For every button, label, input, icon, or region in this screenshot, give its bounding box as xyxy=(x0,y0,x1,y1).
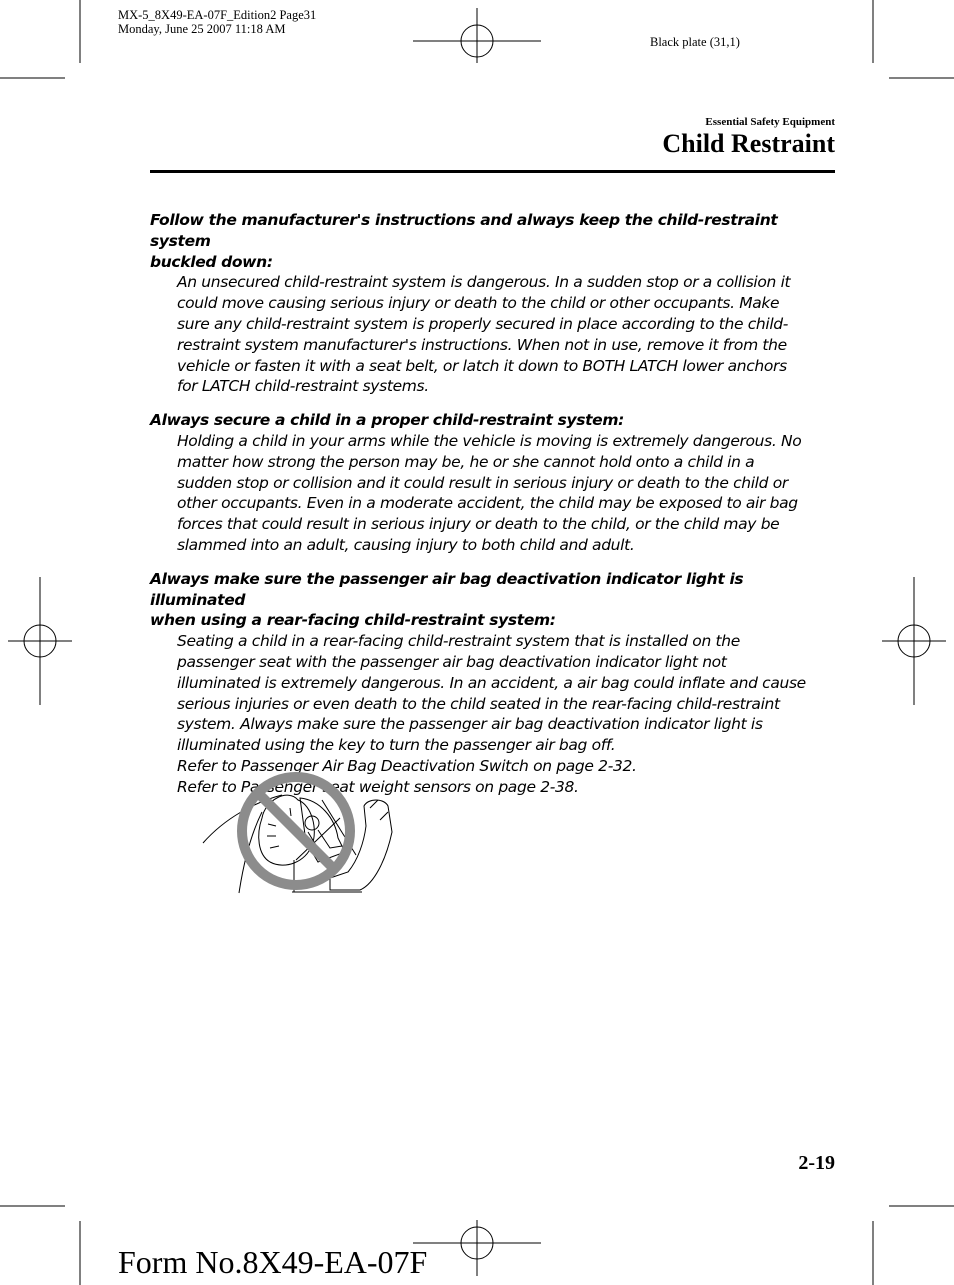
warning-text: other occupants. Even in a moderate accident, the child may be exposed to air bag xyxy=(177,494,798,513)
warning-heading: Always make sure the passenger air bag deactivation indicator light is illuminated xyxy=(150,569,744,609)
warning-text: vehicle or fasten it with a seat belt, or latch it down to BOTH LATCH lower anchors xyxy=(177,356,787,375)
warning-text: sure any child-restraint system is properly secured in place according to the child- xyxy=(177,314,789,333)
warning-text: illuminated is extremely dangerous. In an accident, a air bag could inflate and cause xyxy=(177,673,806,692)
warning-text: forces that could result in serious injury or death to the child, or the child may be xyxy=(177,515,780,534)
form-number: Form No.8X49-EA-07F xyxy=(118,1244,428,1280)
warning-text: sudden stop or collision and it could result in serious injury or death to the child or xyxy=(177,473,788,492)
warning-heading: Always secure a child in a proper child-restraint system: xyxy=(150,411,624,430)
warning-text: Holding a child in your arms while the vehicle is moving is extremely dangerous. No xyxy=(177,431,802,450)
page-number: 2-19 xyxy=(798,1152,835,1174)
warning-heading: Follow the manufacturer's instructions and always keep the child-restraint system xyxy=(150,211,778,250)
warning-heading: when using a rear-facing child-restraint system: xyxy=(150,611,556,630)
page-title: Child Restraint xyxy=(662,129,835,158)
page-reference: Refer to Passenger seat weight sensors on page 2-38. xyxy=(177,777,579,796)
warning-text: restraint system manufacturer's instructions. When not in use, remove it from the xyxy=(177,335,787,354)
warning-text: matter how strong the person may be, he or she cannot hold onto a child in a xyxy=(177,452,755,471)
section-label: Essential Safety Equipment xyxy=(705,116,835,128)
warning-text: could move causing serious injury or death to the child or other occupants. Make xyxy=(177,294,780,313)
warning-text: slammed into an adult, causing injury to both child and adult. xyxy=(177,535,635,554)
file-name: MX-5_8X49-EA-07F_Edition2 Page31 xyxy=(118,8,317,22)
warning-text: An unsecured child-restraint system is dangerous. In a sudden stop or a collision it xyxy=(177,273,791,292)
warning-text: illuminated using the key to turn the passenger air bag off. xyxy=(177,736,616,755)
warning-text: passenger seat with the passenger air bag deactivation indicator light not xyxy=(177,652,727,671)
plate-label: Black plate (31,1) xyxy=(650,35,740,49)
page-reference: Refer to Passenger Air Bag Deactivation Switch on page 2-32. xyxy=(177,756,637,775)
warning-text: for LATCH child-restraint systems. xyxy=(177,377,429,396)
print-date: Monday, June 25 2007 11:18 AM xyxy=(118,22,286,36)
warning-heading: buckled down: xyxy=(150,252,273,271)
warning-text: system. Always make sure the passenger air bag deactivation indicator light is xyxy=(177,715,763,734)
warning-text: serious injuries or even death to the child seated in the rear-facing child-restraint xyxy=(177,694,780,713)
warning-text: Seating a child in a rear-facing child-restraint system that is installed on the xyxy=(177,632,740,651)
